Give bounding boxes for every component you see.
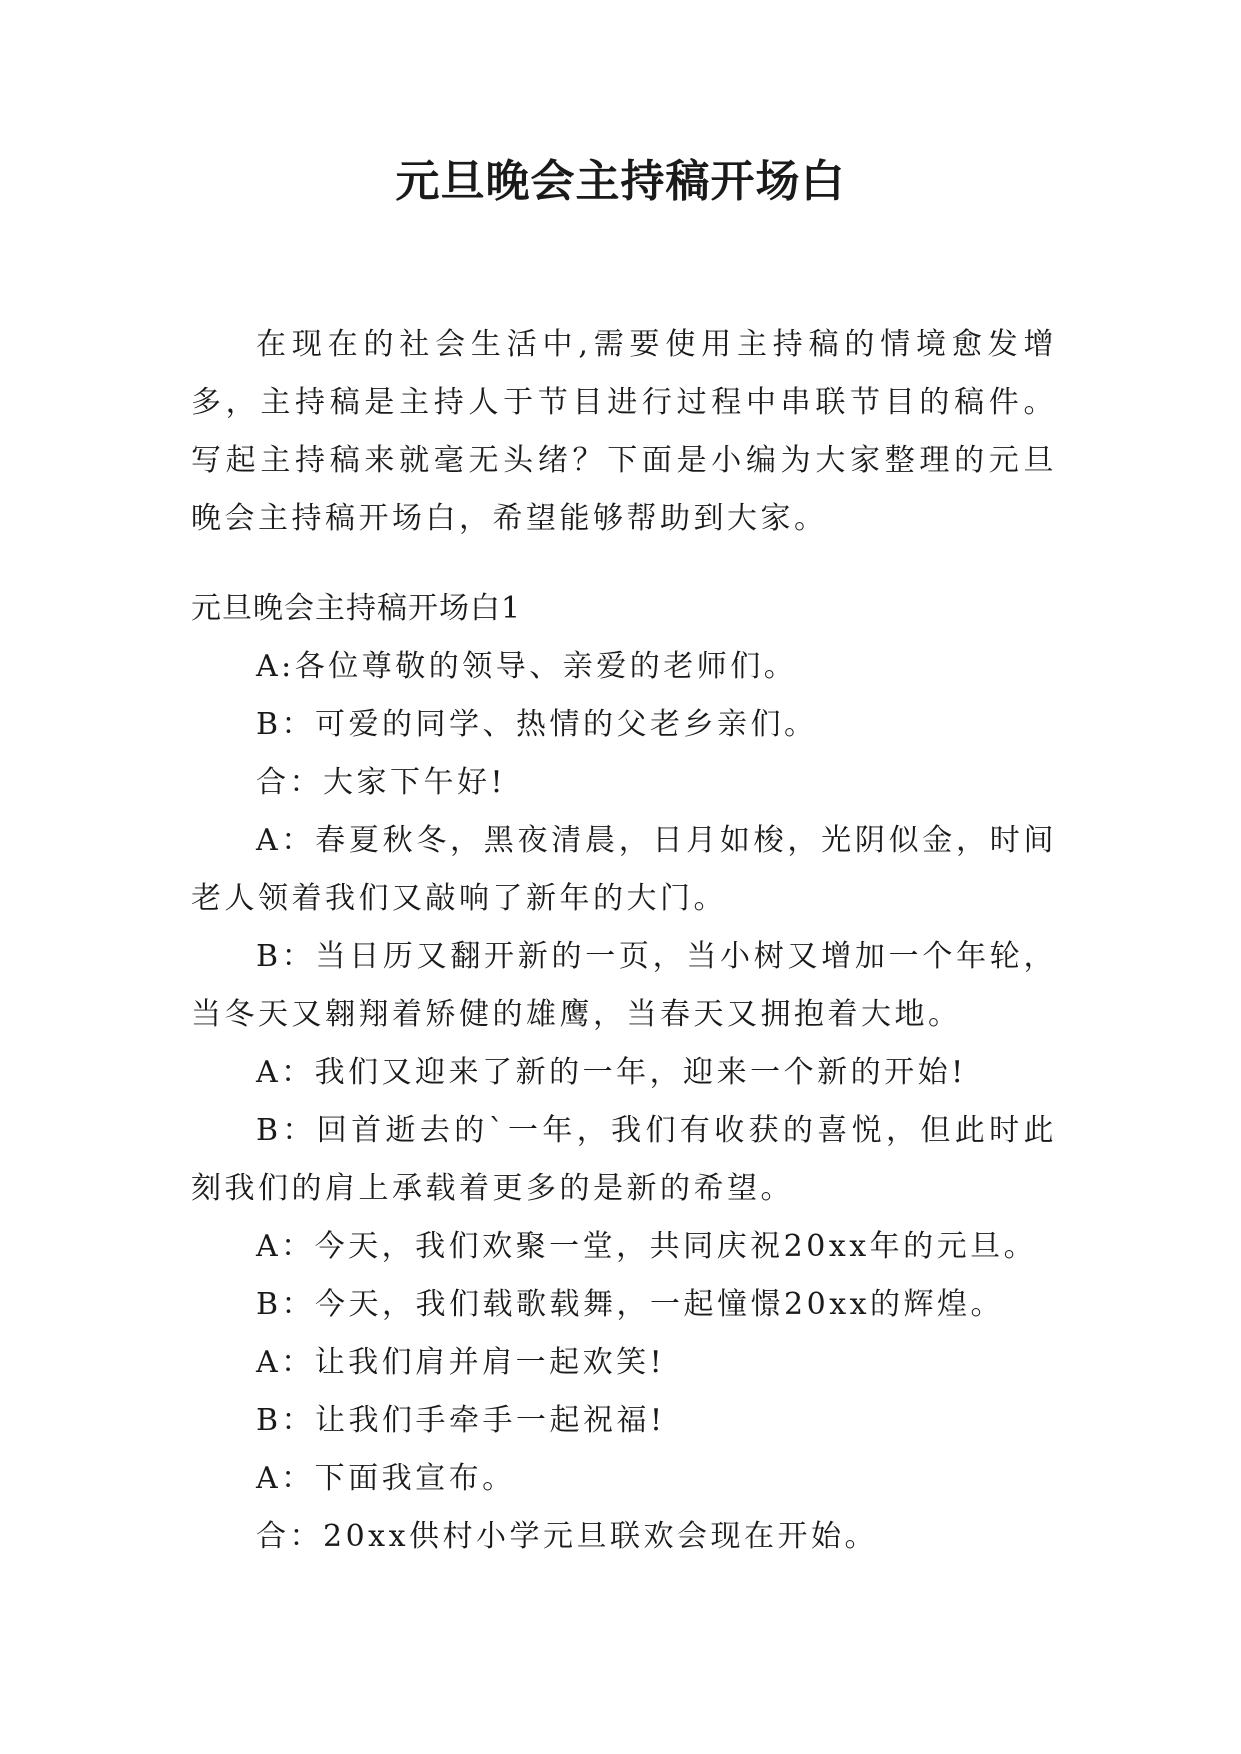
dialogue-line: B：回首逝去的`一年，我们有收获的喜悦，但此时此刻我们的肩上承载着更多的是新的希望。 [191, 1113, 1057, 1206]
dialogue-line: A：下面我宣布。 [256, 1461, 516, 1496]
dialogue-line: A：春夏秋冬，黑夜清晨，日月如梭，光阴似金，时间老人领着我们又敲响了新年的大门。 [191, 823, 1057, 916]
dialogue-line: A：今天，我们欢聚一堂，共同庆祝20xx年的元旦。 [256, 1229, 1038, 1264]
section-heading: 元旦晚会主持稿开场白1 [191, 591, 522, 626]
dialogue-line: A：我们又迎来了新的一年，迎来一个新的开始! [256, 1055, 967, 1090]
dialogue-line: A:各位尊敬的领导、亲爱的老师们。 [256, 649, 798, 684]
dialogue-line: B：可爱的同学、热情的父老乡亲们。 [256, 707, 818, 742]
intro-paragraph: 在现在的社会生活中,需要使用主持稿的情境愈发增多，主持稿是主持人于节目进行过程中串联节目的稿件。写起主持稿来就毫无头绪？下面是小编为大家整理的元旦晚会主持稿开场白，希望能够帮助到大家。 [191, 327, 1057, 536]
dialogue-line: B：今天，我们载歌载舞，一起憧憬20xx的辉煌。 [256, 1287, 1005, 1322]
dialogue-line: A：让我们肩并肩一起欢笑! [256, 1345, 666, 1380]
dialogue-line: 合：大家下午好! [256, 765, 507, 800]
dialogue-line: B：当日历又翻开新的一页，当小树又增加一个年轮，当冬天又翱翔着矫健的雄鹰，当春天又拥抱着大地。 [191, 939, 1057, 1032]
dialogue-line: 合：20xx供村小学元旦联欢会现在开始。 [256, 1519, 879, 1554]
dialogue-line: B：让我们手牵手一起祝福! [256, 1403, 666, 1438]
document-title: 元旦晚会主持稿开场白 [395, 156, 846, 207]
section-opening-1 [191, 580, 1057, 1566]
